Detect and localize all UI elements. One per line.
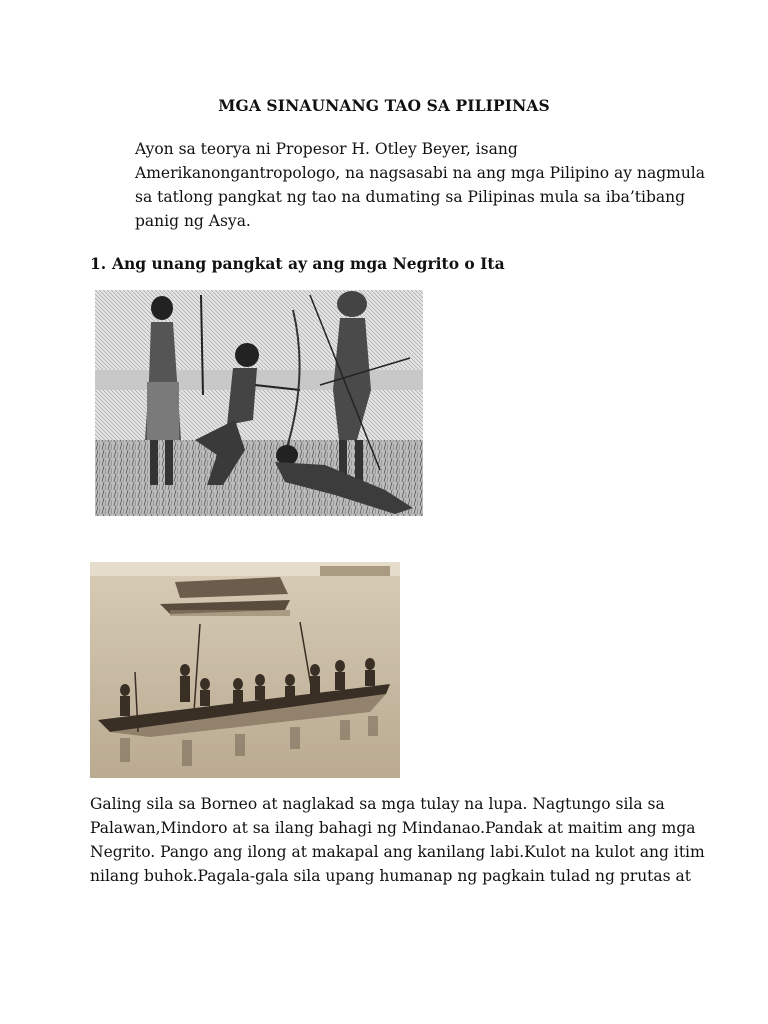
body-line: Negrito. Pango ang ilong at makapal ang kanilang labi.Kulot na kulot ang itim (90, 843, 705, 861)
body-line: Galing sila sa Borneo at naglakad sa mga tulay na lupa. Nagtungo sila sa (90, 795, 665, 813)
body-line: nilang buhok.Pagala-gala sila upang humanap ng pagkain tulad ng prutas at (90, 867, 692, 885)
intro-line: Ayon sa teorya ni Propesor H. Otley Beyer, isang (135, 140, 518, 158)
section-number: 1. (90, 254, 107, 273)
section-heading-text: Ang unang pangkat ay ang mga Negrito o Ita (112, 254, 505, 273)
page-title: MGA SINAUNANG TAO SA PILIPINAS (218, 96, 550, 115)
section-heading (90, 254, 505, 273)
canoe-sepia-photo (90, 562, 400, 778)
intro-line: sa tatlong pangkat ng tao na dumating sa Pilipinas mula sa iba’tibang (135, 188, 686, 206)
negrito-engraving-image (95, 290, 423, 516)
intro-line: Amerikanongantropologo, na nagsasabi na ang mga Pilipino ay nagmula (135, 164, 706, 182)
intro-paragraph (135, 137, 706, 233)
body-line: Palawan,Mindoro at sa ilang bahagi ng Mindanao.Pandak at maitim ang mga (90, 819, 696, 837)
intro-line: panig ng Asya. (135, 212, 251, 230)
body-paragraph (90, 792, 705, 888)
